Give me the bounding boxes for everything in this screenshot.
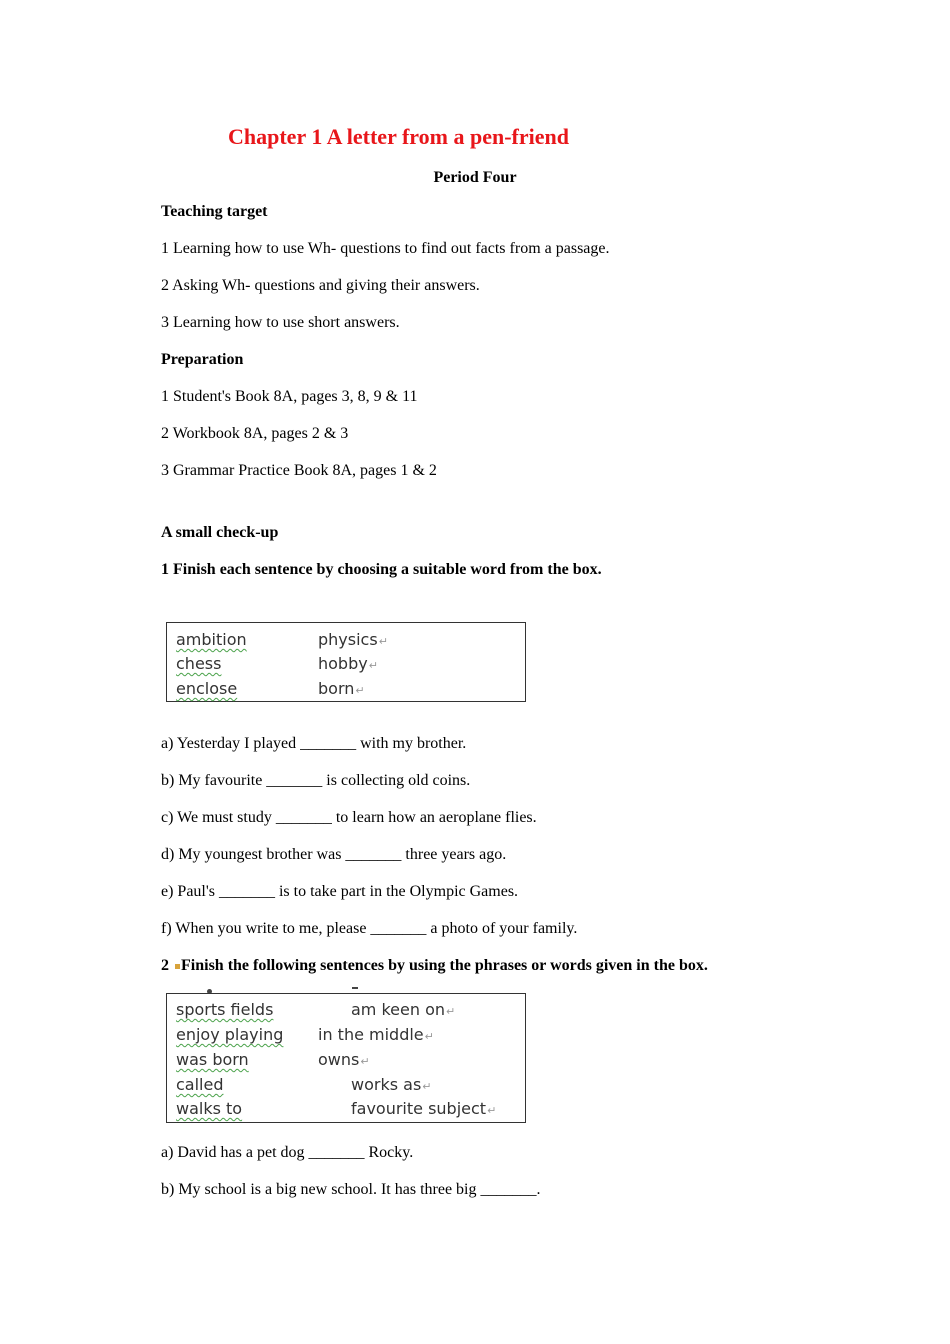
word-box-item: born↵ — [318, 679, 365, 698]
word-box-item: in the middle↵ — [318, 1025, 434, 1044]
exercise1-sentence: a) Yesterday I played _______ with my brother. — [161, 735, 467, 752]
anchor-marker-icon — [175, 964, 180, 969]
preparation-item: 3 Grammar Practice Book 8A, pages 1 & 2 — [161, 462, 437, 479]
exercise1-sentence: d) My youngest brother was _______ three years ago. — [161, 846, 507, 863]
exercise1-sentence: e) Paul's _______ is to take part in the Olympic Games. — [161, 883, 519, 900]
word-box-item: enclose — [176, 679, 238, 698]
paragraph-mark-icon: ↵ — [378, 635, 388, 648]
exercise2-instruction: Finish the following sentences by using the phrases or words given in the box. — [181, 957, 708, 974]
paragraph-mark-icon: ↵ — [424, 1030, 434, 1043]
teaching-target-item: 3 Learning how to use short answers. — [161, 314, 400, 331]
word-box-item: enjoy playing — [176, 1025, 284, 1044]
word-box-item: ambition — [176, 630, 247, 649]
paragraph-mark-icon: ↵ — [355, 684, 365, 697]
checkup-heading: A small check-up — [161, 524, 279, 541]
exercise1-sentence: c) We must study _______ to learn how an aeroplane flies. — [161, 809, 537, 826]
word-box-item: was born — [176, 1050, 249, 1069]
word-box-item: called — [176, 1075, 224, 1094]
paragraph-mark-icon: ↵ — [446, 1005, 456, 1018]
exercise1-word-box — [166, 622, 526, 702]
document-title: Chapter 1 A letter from a pen-friend — [228, 124, 569, 149]
period-heading: Period Four — [433, 169, 517, 186]
exercise1-instruction: 1 Finish each sentence by choosing a suitable word from the box. — [161, 561, 602, 578]
paragraph-mark-icon: ↵ — [368, 659, 378, 672]
teaching-target-heading: Teaching target — [161, 203, 268, 220]
exercise2-word-box — [166, 993, 526, 1123]
word-box-item: owns↵ — [318, 1050, 370, 1069]
word-box-item: works as↵ — [351, 1075, 432, 1094]
word-box-item: hobby↵ — [318, 654, 378, 673]
exercise2-number: 2 — [161, 957, 169, 974]
word-box-item: physics↵ — [318, 630, 388, 649]
exercise1-sentence: b) My favourite _______ is collecting old coins. — [161, 772, 471, 789]
word-box-item: sports fields — [176, 1000, 274, 1019]
word-box-item: favourite subject↵ — [351, 1099, 497, 1118]
preparation-item: 1 Student's Book 8A, pages 3, 8, 9 & 11 — [161, 388, 418, 405]
word-box-item: chess — [176, 654, 222, 673]
exercise2-word-box-clip — [160, 988, 540, 1132]
teaching-target-item: 1 Learning how to use Wh- questions to find out facts from a passage. — [161, 240, 610, 257]
word-box-item: am keen on↵ — [351, 1000, 456, 1019]
exercise1-sentence: f) When you write to me, please _______ a photo of your family. — [161, 920, 578, 937]
paragraph-mark-icon: ↵ — [422, 1080, 432, 1093]
exercise2-sentence: b) My school is a big new school. It has three big _______. — [161, 1181, 541, 1198]
word-box-item: walks to — [176, 1099, 243, 1118]
teaching-target-item: 2 Asking Wh- questions and giving their answers. — [161, 277, 480, 294]
paragraph-mark-icon: ↵ — [360, 1055, 370, 1068]
exercise2-sentence: a) David has a pet dog _______ Rocky. — [161, 1144, 414, 1161]
preparation-heading: Preparation — [161, 351, 244, 368]
preparation-item: 2 Workbook 8A, pages 2 & 3 — [161, 425, 349, 442]
paragraph-mark-icon: ↵ — [487, 1104, 497, 1117]
